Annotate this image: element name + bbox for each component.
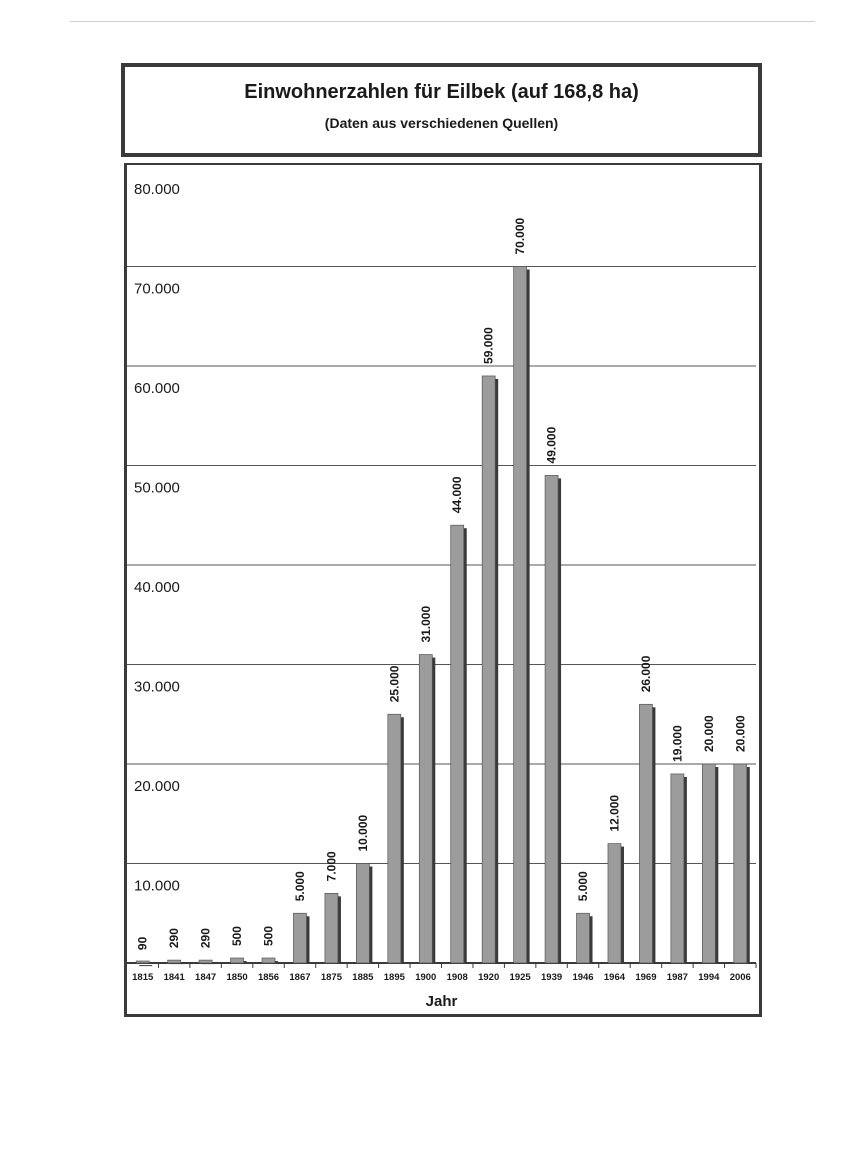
- data-label: 90: [135, 936, 150, 951]
- data-label: 290: [167, 928, 182, 949]
- x-tick-label: 1841: [163, 972, 185, 983]
- bar: [451, 525, 464, 963]
- x-tick-label: 1850: [226, 972, 248, 983]
- bar: [482, 376, 495, 963]
- data-label: 31.000: [418, 605, 433, 643]
- data-label: 49.000: [544, 426, 559, 464]
- data-label: 19.000: [670, 725, 685, 762]
- bar: [231, 958, 244, 963]
- bar: [136, 961, 149, 963]
- data-label: 5.000: [292, 871, 307, 902]
- bar: [262, 958, 275, 963]
- x-tick-label: 1994: [698, 972, 720, 983]
- x-tick-label: 1885: [352, 972, 374, 983]
- data-label: 12.000: [607, 794, 622, 832]
- x-tick-label: 1925: [509, 972, 531, 983]
- x-tick-label: 1969: [635, 972, 657, 983]
- bar: [734, 764, 747, 963]
- y-tick-label: 30.000: [134, 678, 180, 696]
- bar: [608, 844, 621, 963]
- y-tick-label: 20.000: [134, 778, 180, 795]
- data-label: 70.000: [513, 217, 528, 255]
- bar: [514, 267, 527, 964]
- bar: [577, 913, 590, 963]
- bar: [199, 960, 212, 963]
- x-tick-label: 1867: [289, 972, 311, 983]
- data-label: 44.000: [450, 476, 465, 514]
- y-tick-label: 70.000: [134, 280, 180, 298]
- bar: [545, 475, 558, 963]
- bar: [702, 764, 715, 963]
- x-tick-label: 1875: [320, 972, 342, 983]
- data-label: 59.000: [481, 327, 496, 364]
- bar: [356, 864, 369, 964]
- data-label: 20.000: [733, 715, 748, 752]
- bar-shadow: [139, 965, 152, 966]
- data-label: 290: [198, 928, 213, 949]
- x-tick-label: 1920: [478, 972, 500, 983]
- x-tick-label: 1939: [541, 972, 563, 983]
- y-tick-label: 80.000: [134, 181, 180, 198]
- bar: [168, 960, 181, 963]
- chart-title: Einwohnerzahlen für Eilbek (auf 168,8 ha): [244, 81, 639, 103]
- chart-subtitle: (Daten aus verschiedenen Quellen): [324, 115, 559, 131]
- x-tick-label: 1987: [666, 972, 688, 983]
- data-label: 25.000: [387, 665, 402, 703]
- data-label: 10.000: [355, 814, 370, 852]
- x-tick-label: 1847: [195, 972, 217, 983]
- data-label: 26.000: [638, 655, 653, 693]
- bar: [671, 774, 684, 963]
- y-tick-label: 10.000: [134, 877, 180, 895]
- bar: [325, 893, 338, 963]
- data-label: 500: [261, 925, 276, 947]
- x-axis-label: Jahr: [425, 993, 458, 1010]
- x-tick-label: 1856: [257, 972, 280, 983]
- bar: [293, 913, 306, 963]
- bar: [388, 714, 401, 963]
- x-tick-label: 1946: [572, 972, 594, 983]
- x-tick-label: 1815: [132, 972, 154, 983]
- bar: [419, 655, 432, 963]
- x-tick-label: 1900: [415, 972, 437, 983]
- data-label: 7.000: [324, 851, 339, 882]
- data-label: 500: [230, 925, 245, 947]
- x-tick-label: 1908: [446, 972, 468, 983]
- data-label: 20.000: [701, 715, 716, 752]
- x-tick-label: 1964: [603, 972, 626, 983]
- y-tick-label: 60.000: [134, 380, 180, 397]
- bar: [639, 704, 652, 963]
- data-label: 5.000: [576, 871, 591, 902]
- y-tick-label: 40.000: [134, 579, 180, 596]
- x-tick-label: 2006: [729, 972, 751, 983]
- y-tick-label: 50.000: [134, 479, 180, 497]
- x-tick-label: 1895: [383, 972, 405, 983]
